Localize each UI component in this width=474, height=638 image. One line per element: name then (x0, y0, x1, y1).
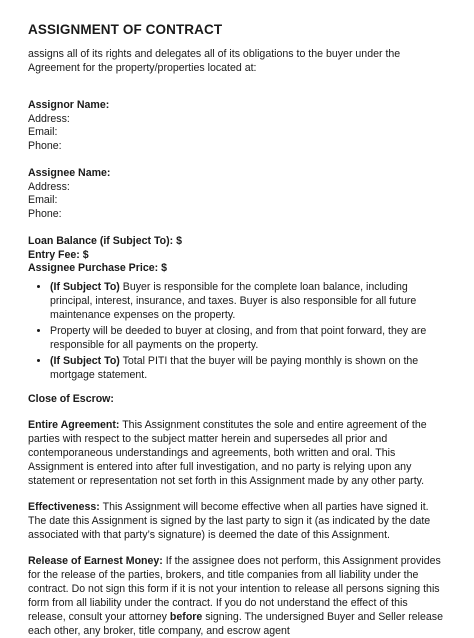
document-title: ASSIGNMENT OF CONTRACT (28, 22, 223, 37)
assignor-phone: Phone: (28, 139, 62, 152)
terms-list (28, 280, 448, 382)
release-label: Release of Earnest Money: (28, 554, 163, 567)
effectiveness-text: This Assignment will become effective when all parties have signed it. The date this Assignment is signed by the last party to sign it (as indicated by the date associated with that party’s signature) is deemed the date of this Assignment. (28, 500, 431, 541)
assignor-address: Address: (28, 112, 70, 125)
entire-agreement-label: Entire Agreement: (28, 418, 120, 431)
assignor-section (28, 99, 448, 153)
financials-section (28, 235, 448, 276)
loan-balance-line: Loan Balance (if Subject To): $ (28, 235, 183, 247)
bullet-prefix: (If Subject To) (50, 280, 120, 293)
bullet-prefix: (If Subject To) (50, 354, 120, 367)
entire-agreement-text: This Assignment constitutes the sole and entire agreement of the parties with respect to the subject matter herein and supersedes all prior and contemporaneous understandings and agreements, both written and oral. This Assignment is entered into after full investigation, and no party is relying upon any statement or representation not set forth in this Assignment made by any other party. (28, 418, 427, 487)
assignee-heading: Assignee Name: (28, 167, 111, 179)
assignor-heading: Assignor Name: (28, 99, 110, 111)
assignee-phone: Phone: (28, 207, 62, 220)
list-item (50, 280, 448, 322)
purchase-price-line: Assignee Purchase Price: $ (28, 262, 167, 274)
intro-paragraph: assigns all of its rights and delegates all of its obligations to the buyer under the Agreement for the property/properties located at: (28, 48, 401, 74)
release-emphasis: before (169, 610, 203, 623)
assignee-section (28, 167, 448, 221)
bullet-text: Total PITI that the buyer will be paying monthly is shown on the mortgage statement. (50, 354, 419, 381)
effectiveness-label: Effectiveness: (28, 500, 100, 513)
release-text-a: If the assignee does not perform, this Assignment provides for the release of the parties, brokers, and title companies from all liability under the contract. Do not sign this form if it is not your intention to release all persons signing this form from all liability under the contract. If you do not understand the effect of this release, consult your attorney (28, 554, 441, 623)
assignee-address: Address: (28, 180, 70, 193)
list-item (50, 324, 448, 352)
entry-fee-line: Entry Fee: $ (28, 248, 89, 261)
entire-agreement-paragraph (28, 418, 448, 488)
release-paragraph (28, 554, 448, 638)
effectiveness-paragraph (28, 500, 448, 542)
release-text-b: signing. The undersigned Buyer and Seller release each other, any broker, title company, and escrow agent (28, 610, 443, 637)
bullet-text: Buyer is responsible for the complete loan balance, including principal, interest, insurance, and taxes. Buyer is also responsible for all future maintenance expenses on the property. (50, 280, 417, 321)
bullet-text: Property will be deeded to buyer at closing, and from that point forward, they are responsible for all payments on the property. (50, 324, 427, 351)
list-item (50, 354, 448, 382)
close-of-escrow-heading: Close of Escrow: (28, 392, 114, 405)
assignee-email: Email: (28, 194, 58, 206)
assignor-email: Email: (28, 126, 58, 138)
